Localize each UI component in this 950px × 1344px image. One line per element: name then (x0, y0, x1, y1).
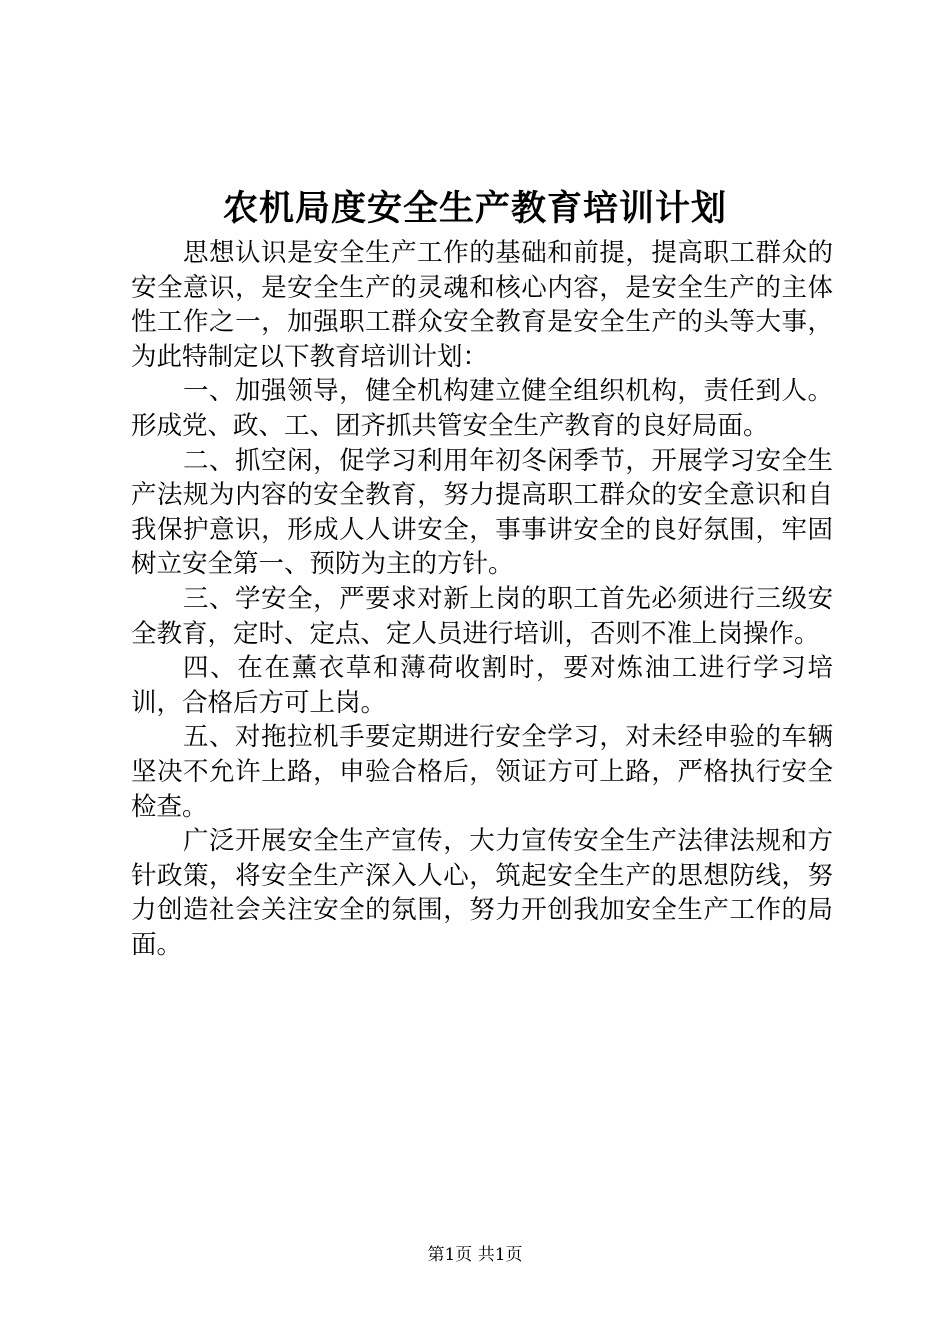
paragraph-item-3: 三、学安全，严要求对新上岗的职工首先必须进行三级安全教育，定时、定点、定人员进行培训，否则不准上岗操作。 (131, 583, 833, 649)
paragraph-item-5: 五、对拖拉机手要定期进行安全学习，对未经申验的车辆坚决不允许上路，申验合格后，领证方可上路，严格执行安全检查。 (131, 722, 833, 822)
document-body (131, 236, 833, 962)
paragraph-item-1: 一、加强领导，健全机构建立健全组织机构，责任到人。形成党、政、工、团齐抓共管安全生产教育的良好局面。 (131, 376, 833, 441)
paragraph-closing: 广泛开展安全生产宣传，大力宣传安全生产法律法规和方针政策，将安全生产深入人心，筑起安全生产的思想防线，努力创造社会关注安全的氛围，努力开创我加安全生产工作的局面。 (131, 826, 833, 960)
paragraph-item-4: 四、在在薰衣草和薄荷收割时，要对炼油工进行学习培训，合格后方可上岗。 (131, 653, 833, 718)
paragraph-intro: 思想认识是安全生产工作的基础和前提，提高职工群众的安全意识，是安全生产的灵魂和核心内容，是安全生产的主体性工作之一，加强职工群众安全教育是安全生产的头等大事，为此特制定以下教育培训计划： (131, 238, 833, 372)
page-footer: 第1页 共1页 (427, 1245, 523, 1265)
document-title: 农机局度安全生产教育培训计划 (222, 188, 727, 229)
paragraph-item-2: 二、抓空闲，促学习利用年初冬闲季节，开展学习安全生产法规为内容的安全教育，努力提高职工群众的安全意识和自我保护意识，形成人人讲安全，事事讲安全的良好氛围，牢固树立安全第一、预防为主的方针。 (131, 445, 833, 580)
